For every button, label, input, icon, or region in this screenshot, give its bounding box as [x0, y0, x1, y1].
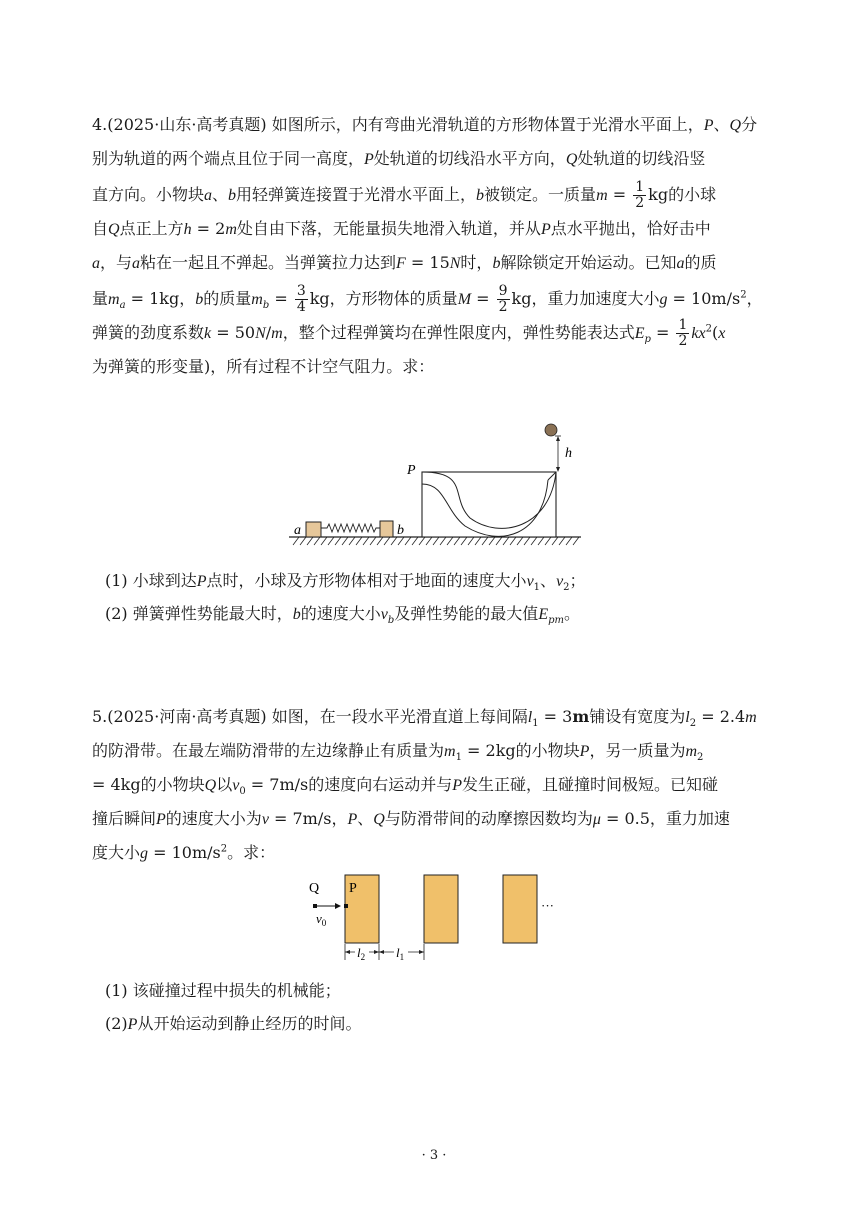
- p5-line-2: 的防滑带。在最左端防滑带的左边缘静止有质量为$m_1 = 2kg$的小物块P，另一质量为$m_2$: [92, 741, 704, 764]
- hatch-mark: [496, 537, 502, 545]
- hatch-mark: [342, 537, 348, 545]
- p5-line-5: 度大小$g = 10m/s^2$。求：: [92, 843, 276, 862]
- label-a: a: [294, 523, 301, 538]
- hatch-mark: [412, 537, 418, 545]
- hatch-mark: [433, 537, 439, 545]
- label-h: h: [565, 446, 572, 461]
- hatch-mark: [510, 537, 516, 545]
- p4-line-8: 为弹簧的形变量)，所有过程不计空气阻力。求：: [92, 357, 435, 376]
- label-Q: Q: [309, 881, 320, 896]
- label-P: P: [407, 463, 416, 478]
- ball: [545, 424, 557, 436]
- hatch-mark: [328, 537, 334, 545]
- p4-line-5: a，与a粘在一起且不弹起。当弹簧拉力达到F = 15N时，b解除锁定开始运动。已知a的质: [92, 253, 717, 272]
- hatch-mark: [321, 537, 327, 545]
- friction-strip-2: [424, 875, 458, 943]
- label-v0: $v_0$: [316, 911, 327, 928]
- hatch-mark: [545, 537, 551, 545]
- hatch-mark: [468, 537, 474, 545]
- hatch-mark: [566, 537, 572, 545]
- hatch-mark: [503, 537, 509, 545]
- problem-5: [92, 700, 792, 870]
- p5-question-2: (2)P从开始运动到静止经历的时间。: [105, 1014, 362, 1033]
- problem-source: (2025·山东·高考真题): [107, 115, 267, 134]
- hatch-mark: [489, 537, 495, 545]
- block-a: [306, 522, 321, 537]
- p4-line-3: 直方向。小物块a、b用轻弹簧连接置于光滑水平面上，b被锁定。一质量m = $\frac{1}{2}$ kg的小球: [92, 179, 717, 211]
- p4-line-7: 弹簧的劲度系数k = 50N/m，整个过程弹簧均在弹性限度内，弹性势能表达式$E_p$ = $\frac{1}{2}$ $kx^2(x$: [92, 317, 726, 349]
- label-l1: $l_1$: [396, 945, 405, 962]
- hatch-mark: [461, 537, 467, 545]
- hatch-mark: [363, 537, 369, 545]
- p5-line-3: = 4kg的小物块Q以$v_0 = 7m/s$的速度向右运动并与P发生正碰，且碰撞时间极短。已知碰: [92, 775, 719, 798]
- p4-line-4: 自Q点正上方h = 2m处自由下落，无能量损失地滑入轨道，并从P点水平抛出，恰好击中: [92, 219, 711, 238]
- p5-question-1: (1) 该碰撞过程中损失的机械能；: [105, 981, 341, 1000]
- fraction: $\frac{1}{2}$: [635, 179, 645, 211]
- block-b: [380, 521, 393, 537]
- problem-number: 4.: [92, 115, 108, 134]
- hatch-mark: [356, 537, 362, 545]
- spring: [321, 524, 380, 532]
- hatch-mark: [384, 537, 390, 545]
- friction-strip-3: [503, 875, 537, 943]
- hatch-mark: [314, 537, 320, 545]
- hatch-mark: [419, 537, 425, 545]
- p4-line-1: 4.(2025·山东·高考真题) 如图所示，内有弯曲光滑轨道的方形物体置于光滑水平面上，P、Q分: [92, 115, 758, 134]
- p5-line-1: 5.(2025·河南·高考真题) 如图，在一段水平光滑直道上每间隔$l_1 = 3m$铺设有宽度为$l_2 = 2.4m$: [92, 707, 757, 730]
- hatch-mark: [552, 537, 558, 545]
- hatch-mark: [447, 537, 453, 545]
- hatch-mark: [573, 537, 579, 545]
- hatch-mark: [538, 537, 544, 545]
- hatch-mark: [300, 537, 306, 545]
- label-b: b: [397, 523, 404, 538]
- hatch-mark: [531, 537, 537, 545]
- problem-4-figure: [285, 418, 585, 550]
- block-P: [344, 904, 348, 908]
- problem-5-figure: [305, 872, 575, 968]
- hatch-mark: [440, 537, 446, 545]
- ellipsis: ···: [541, 898, 554, 913]
- p4-line-2: 别为轨道的两个端点且位于同一高度，P处轨道的切线沿水平方向，Q处轨道的切线沿竖: [92, 149, 706, 168]
- hatch-mark: [335, 537, 341, 545]
- hatch-mark: [559, 537, 565, 545]
- page-number: · 3 ·: [421, 1148, 447, 1163]
- p4-line-6: 量$m_a = 1kg$，b的质量$m_b$ = $\frac{3}{4}$ kg，方形物体的质量M = $\frac{9}{2}$ kg，重力加速度大小$g = 10m/s^2$，: [92, 283, 763, 315]
- hatch-mark: [405, 537, 411, 545]
- p5-line-4: 撞后瞬间P的速度大小为v = 7m/s，P、Q与防滑带间的动摩擦因数均为μ = 0.5，重力加速: [92, 809, 730, 828]
- p4-question-1: (1) 小球到达P点时，小球及方形物体相对于地面的速度大小$v_1$、$v_2$；: [105, 571, 586, 594]
- hatch-mark: [307, 537, 313, 545]
- hatch-mark: [293, 537, 299, 545]
- label-l2: $l_2$: [357, 945, 366, 962]
- problem-number: 5.: [92, 707, 108, 726]
- p4-question-2: (2) 弹簧弹性势能最大时，b的速度大小$v_b$及弹性势能的最大值$E_{pm}$。: [105, 604, 580, 627]
- hatch-mark: [391, 537, 397, 545]
- block-Q: [313, 904, 317, 908]
- hatch-mark: [517, 537, 523, 545]
- hatch-mark: [370, 537, 376, 545]
- label-P: P: [349, 881, 357, 896]
- hatch-mark: [454, 537, 460, 545]
- hatch-mark: [349, 537, 355, 545]
- hatch-mark: [524, 537, 530, 545]
- problem-source: (2025·河南·高考真题): [107, 707, 267, 726]
- hatch-mark: [398, 537, 404, 545]
- hatch-mark: [426, 537, 432, 545]
- hatch-mark: [482, 537, 488, 545]
- problem-4: [92, 108, 792, 383]
- hatch-mark: [475, 537, 481, 545]
- ground-hatch: [293, 537, 579, 545]
- hatch-mark: [377, 537, 383, 545]
